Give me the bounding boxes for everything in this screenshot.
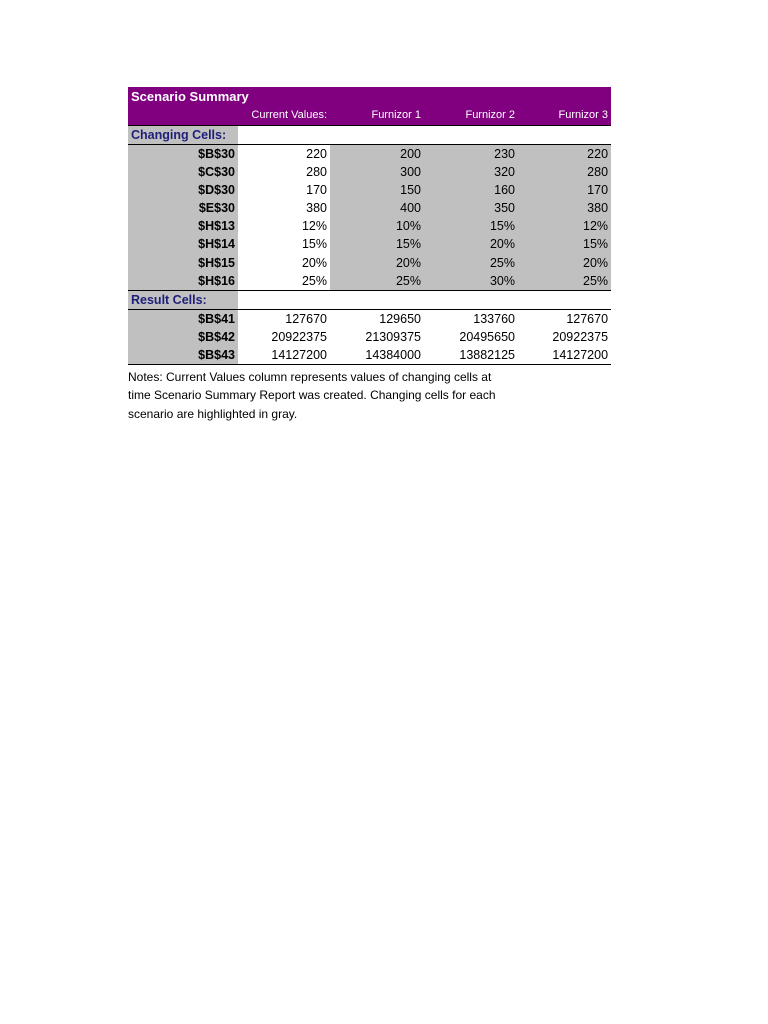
value-cell: 25% <box>424 253 518 271</box>
header-furnizor-1: Furnizor 1 <box>330 106 424 125</box>
cell-reference: $H$15 <box>128 253 238 271</box>
value-cell: 25% <box>518 272 611 291</box>
value-cell: 14384000 <box>330 346 424 365</box>
value-cell: 20% <box>424 235 518 253</box>
value-cell: 25% <box>238 272 330 291</box>
result-row <box>128 346 611 365</box>
value-cell: 20922375 <box>271 329 327 344</box>
sheet-title: Scenario Summary <box>128 87 611 106</box>
value-cell: 170 <box>306 182 327 197</box>
value-cell: 400 <box>330 199 424 217</box>
value-cell: 15% <box>424 217 518 235</box>
cell-reference: $H$13 <box>128 217 238 235</box>
value-cell: 220 <box>238 144 330 163</box>
cell-reference: $H$16 <box>128 272 238 291</box>
value-cell: 127670 <box>238 309 330 328</box>
value-cell: 20495650 <box>459 329 515 344</box>
cell-reference: $B$41 <box>128 309 238 328</box>
header-furnizor-3: Furnizor 3 <box>518 106 611 125</box>
changing-cells-label: Changing Cells: <box>128 125 238 144</box>
changing-row <box>128 235 611 253</box>
cell-reference: $H$14 <box>128 235 238 253</box>
value-cell: 280 <box>518 163 611 181</box>
value-cell: 170 <box>518 181 611 199</box>
value-cell: 280 <box>306 164 327 179</box>
changing-cells-section <box>128 125 611 144</box>
changing-row <box>128 272 611 291</box>
changing-row <box>128 199 611 217</box>
value-cell: 14127200 <box>238 346 330 365</box>
column-header-row <box>128 106 611 125</box>
value-cell: 15% <box>330 235 424 253</box>
changing-row <box>128 253 611 271</box>
value-cell: 380 <box>518 199 611 217</box>
value-cell: 200 <box>330 144 424 163</box>
value-cell: 21309375 <box>365 329 421 344</box>
scenario-summary-sheet <box>128 87 611 423</box>
cell-reference: $E$30 <box>128 199 238 217</box>
title-row <box>128 87 611 106</box>
value-cell: 220 <box>518 144 611 163</box>
header-furnizor-2: Furnizor 2 <box>424 106 518 125</box>
cell-reference: $D$30 <box>128 181 238 199</box>
value-cell: 127670 <box>518 309 611 328</box>
changing-row <box>128 217 611 235</box>
result-cells-section <box>128 290 611 309</box>
value-cell: 15% <box>301 237 327 252</box>
result-row <box>128 309 611 328</box>
value-cell: 133760 <box>424 309 518 328</box>
value-cell: 230 <box>424 144 518 163</box>
value-cell: 10% <box>330 217 424 235</box>
value-cell: 25% <box>330 272 424 291</box>
changing-row <box>128 181 611 199</box>
notes-line: scenario are highlighted in gray. <box>128 406 298 421</box>
value-cell: 20% <box>301 255 327 270</box>
value-cell: 20% <box>518 253 611 271</box>
value-cell: 129650 <box>330 309 424 328</box>
value-cell: 150 <box>330 181 424 199</box>
cell-reference: $B$43 <box>128 346 238 365</box>
cell-reference: $B$42 <box>128 328 238 346</box>
value-cell: 350 <box>424 199 518 217</box>
cell-reference: $B$30 <box>128 144 238 163</box>
cell-reference: $C$30 <box>128 163 238 181</box>
value-cell: 13882125 <box>424 346 518 365</box>
result-row <box>128 328 611 346</box>
scenario-summary-table <box>128 87 611 365</box>
value-cell: 12% <box>301 219 327 234</box>
value-cell: 12% <box>518 217 611 235</box>
value-cell: 320 <box>424 163 518 181</box>
value-cell: 20% <box>330 253 424 271</box>
changing-row <box>128 163 611 181</box>
header-current-values: Current Values: <box>238 106 330 125</box>
notes-line: time Scenario Summary Report was created. Changing cells for each <box>128 388 496 403</box>
header-blank <box>128 106 238 125</box>
changing-row <box>128 144 611 163</box>
notes-line: Notes: Current Values column represents values of changing cells at <box>128 369 492 384</box>
value-cell: 300 <box>330 163 424 181</box>
notes-text <box>128 368 528 424</box>
value-cell: 160 <box>424 181 518 199</box>
value-cell: 380 <box>306 200 327 215</box>
result-cells-label: Result Cells: <box>128 290 238 309</box>
value-cell: 30% <box>424 272 518 291</box>
value-cell: 15% <box>518 235 611 253</box>
value-cell: 20922375 <box>552 329 609 344</box>
value-cell: 14127200 <box>518 346 611 365</box>
